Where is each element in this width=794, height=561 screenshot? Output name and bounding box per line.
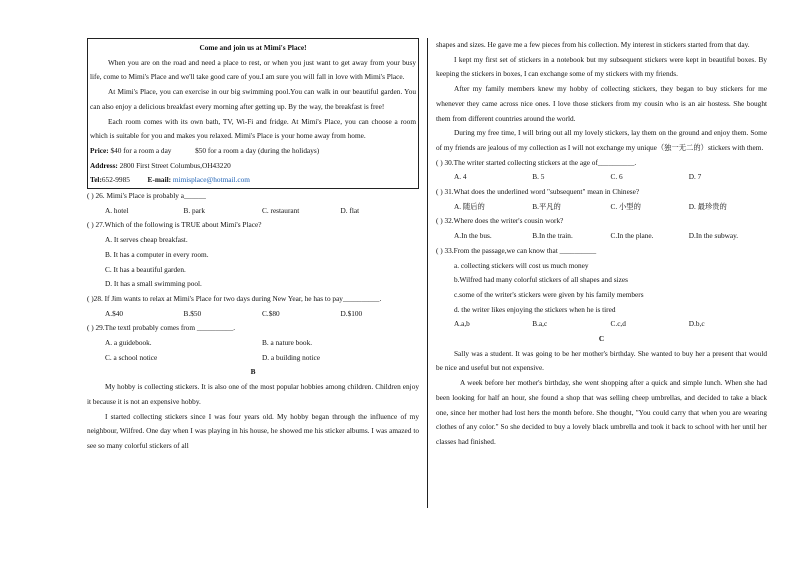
address-label: Address: (90, 160, 118, 170)
ad-paragraph-1: When you are on the road and need a place to rest, or when you just want to get away from your busy life, come to Mimi's Place and we'll take good care of you.I am sure you will fall in love with Mimi's Place. (90, 57, 416, 82)
options-29-row2 (87, 351, 419, 366)
question-32: ( ) 32.Where does the writer's cousin work? (436, 216, 564, 226)
options-29-row1 (87, 336, 419, 351)
right-column (436, 38, 767, 450)
question-29: ( ) 29.The textl probably comes from __________. (87, 323, 236, 333)
price-regular: $40 for a room a day (110, 145, 172, 155)
section-b-paragraph-2: I started collecting stickers since I was four years old. My hobby began through the influence of my neighbour, Wilfred. One day when I was playing in his house, he showed me his sticker albums. I was amazed to see so many colorful stickers of all (87, 411, 419, 450)
option-26-d: D. flat (340, 205, 360, 215)
option-29-c: C. a school notice (105, 352, 158, 362)
left-column (87, 38, 419, 454)
statement-33-d: d. the writer likes enjoying the stickers when he is tired (454, 304, 616, 314)
option-30-c: C. 6 (610, 172, 623, 182)
address-value: 2800 First Street Columbus,OH43220 (119, 160, 231, 170)
options-30 (436, 170, 767, 185)
tel-label: Tel: (90, 175, 102, 185)
options-33 (436, 317, 767, 332)
advertisement-box (87, 38, 419, 189)
section-c-paragraph-2: A week before her mother's birthday, she went shopping after a quick and simple lunch. When she had been looking for half an hour, she found a shop that was selling cheep umbrellas, and decided to take a black one, since her mother had lost hers the month before. She thought, "You could carry that when you are wearing clothes of any color." So she decided to buy a lovely black umbrella and took it back to school with her until her classes had finished. (436, 378, 767, 446)
option-27-d: D. It has a small swimming pool. (105, 279, 202, 289)
question-26: ( ) 26. Mimi's Place is probably a______ (87, 191, 206, 201)
ad-paragraph-3: Each room comes with its own bath, TV, Wi-Fi and fridge. At Mimi's Place, you can choose a room which is suitable for you and makes you relaxed. Mimi's Place is your home away from home. (90, 116, 416, 141)
option-31-b: B.平凡的 (532, 201, 561, 211)
statement-33-c: c.some of the writer's stickers were given by his family members (454, 289, 644, 299)
option-31-a: A. 随后的 (454, 201, 485, 211)
option-33-c: C.c,d (610, 319, 626, 329)
option-28-c: C.$80 (262, 308, 280, 318)
options-31 (436, 200, 767, 215)
question-33: ( ) 33.From the passage,we can know that __________ (436, 245, 597, 255)
option-27-a: A. It serves cheap breakfast. (105, 235, 188, 245)
statement-33-b: b.Wilfred had many colorful stickers of all shapes and sizes (454, 275, 628, 285)
email-link[interactable]: mimisplace@hotmail.com (172, 175, 250, 185)
option-31-c: C. 小型的 (610, 201, 641, 211)
ad-paragraph-2: At Mimi's Place, you can exercise in our big swimming pool.You can walk in our beautiful garden. You can also enjoy a delicious breakfast every morning after getting up. By the way, the breakfast is free! (90, 87, 416, 111)
option-28-a: A.$40 (105, 308, 124, 318)
section-b-paragraph-1: My hobby is collecting stickers. It is also one of the most popular hobbies among children. Children enjoy it because it is not an expensive hobby. (87, 382, 419, 406)
section-c-heading: C (598, 334, 605, 344)
option-32-d: D.In the subway. (688, 231, 739, 241)
option-32-b: B.In the train. (532, 231, 573, 241)
email-label: E-mail: (147, 175, 172, 185)
tel-value: 652-9985 (101, 175, 130, 185)
options-32 (436, 229, 767, 244)
option-27-c: C. It has a beautiful garden. (105, 264, 186, 274)
option-29-d: D. a building notice (262, 352, 320, 362)
option-33-d: D.b,c (688, 319, 705, 329)
option-33-a: A.a,b (454, 319, 470, 329)
statements-33 (436, 259, 767, 318)
section-b-heading: B (250, 367, 256, 377)
question-27: ( ) 27.Which of the following is TRUE about Mimi's Place? (87, 220, 262, 230)
ad-price (90, 144, 416, 159)
option-30-b: B. 5 (532, 172, 545, 182)
option-33-b: B.a,c (532, 319, 548, 329)
option-26-c: C. restaurant (262, 205, 300, 215)
option-32-a: A.In the bus. (454, 231, 492, 241)
price-label: Price: (90, 145, 109, 155)
option-29-a: A. a guidebook. (105, 338, 152, 348)
section-b-paragraph-4: After my family members knew my hobby of collecting stickers, they began to buy stickers for me whenever they came across nice ones. I love those stickers from my cousin who is an air hostess. She bought them from different countries around the world. (436, 84, 767, 123)
options-27 (87, 233, 419, 292)
price-holiday: $50 for a room a day (during the holidays) (195, 145, 320, 155)
option-28-d: D.$100 (340, 308, 363, 318)
option-26-a: A. hotel (105, 205, 129, 215)
option-28-b: B.$50 (183, 308, 202, 318)
option-30-d: D. 7 (688, 172, 702, 182)
option-30-a: A. 4 (454, 172, 467, 182)
question-30: ( ) 30.The writer started collecting stickers at the age of__________. (436, 157, 637, 167)
option-27-b: B. It has a computer in every room. (105, 249, 209, 259)
options-26 (87, 204, 419, 219)
section-c-paragraph-1: Sally was a student. It was going to be her mother's birthday. She wanted to buy her a present that would be nice and useful but not expensive. (436, 348, 767, 373)
option-31-d: D. 最珍贵的 (688, 201, 727, 211)
section-b-paragraph-3: I kept my first set of stickers in a notebook but my subsequent stickers were kept in beautiful boxes. By keeping the stickers in boxes, I can exchange some of my stickers with my friends. (436, 54, 767, 79)
section-b-paragraph-2-continued: shapes and sizes. He gave me a few pieces from his collection. My interest in stickers started from that day. (436, 40, 750, 49)
question-31: ( ) 31.What does the underlined word "subsequent" mean in Chinese? (436, 187, 640, 197)
option-26-b: B. park (183, 205, 205, 215)
statement-33-a: a. collecting stickers will cost us much money (454, 260, 589, 270)
column-divider (427, 38, 428, 508)
ad-address (90, 159, 416, 174)
option-29-b: B. a nature book. (262, 338, 313, 348)
question-28: ( )28. If Jim wants to relax at Mimi's Place for two days during New Year, he has to pay__________. (87, 293, 382, 303)
section-b-paragraph-5: During my free time, I will bring out all my lovely stickers, lay them on the ground and enjoy them. Some of my friends are jealous of my collection as I will not exchange my unique（独一无二的）stickers with them. (436, 128, 767, 152)
options-28 (87, 307, 419, 322)
option-32-c: C.In the plane. (610, 231, 654, 241)
ad-title: Come and join us at Mimi's Place! (199, 43, 307, 52)
ad-contact (90, 173, 416, 188)
